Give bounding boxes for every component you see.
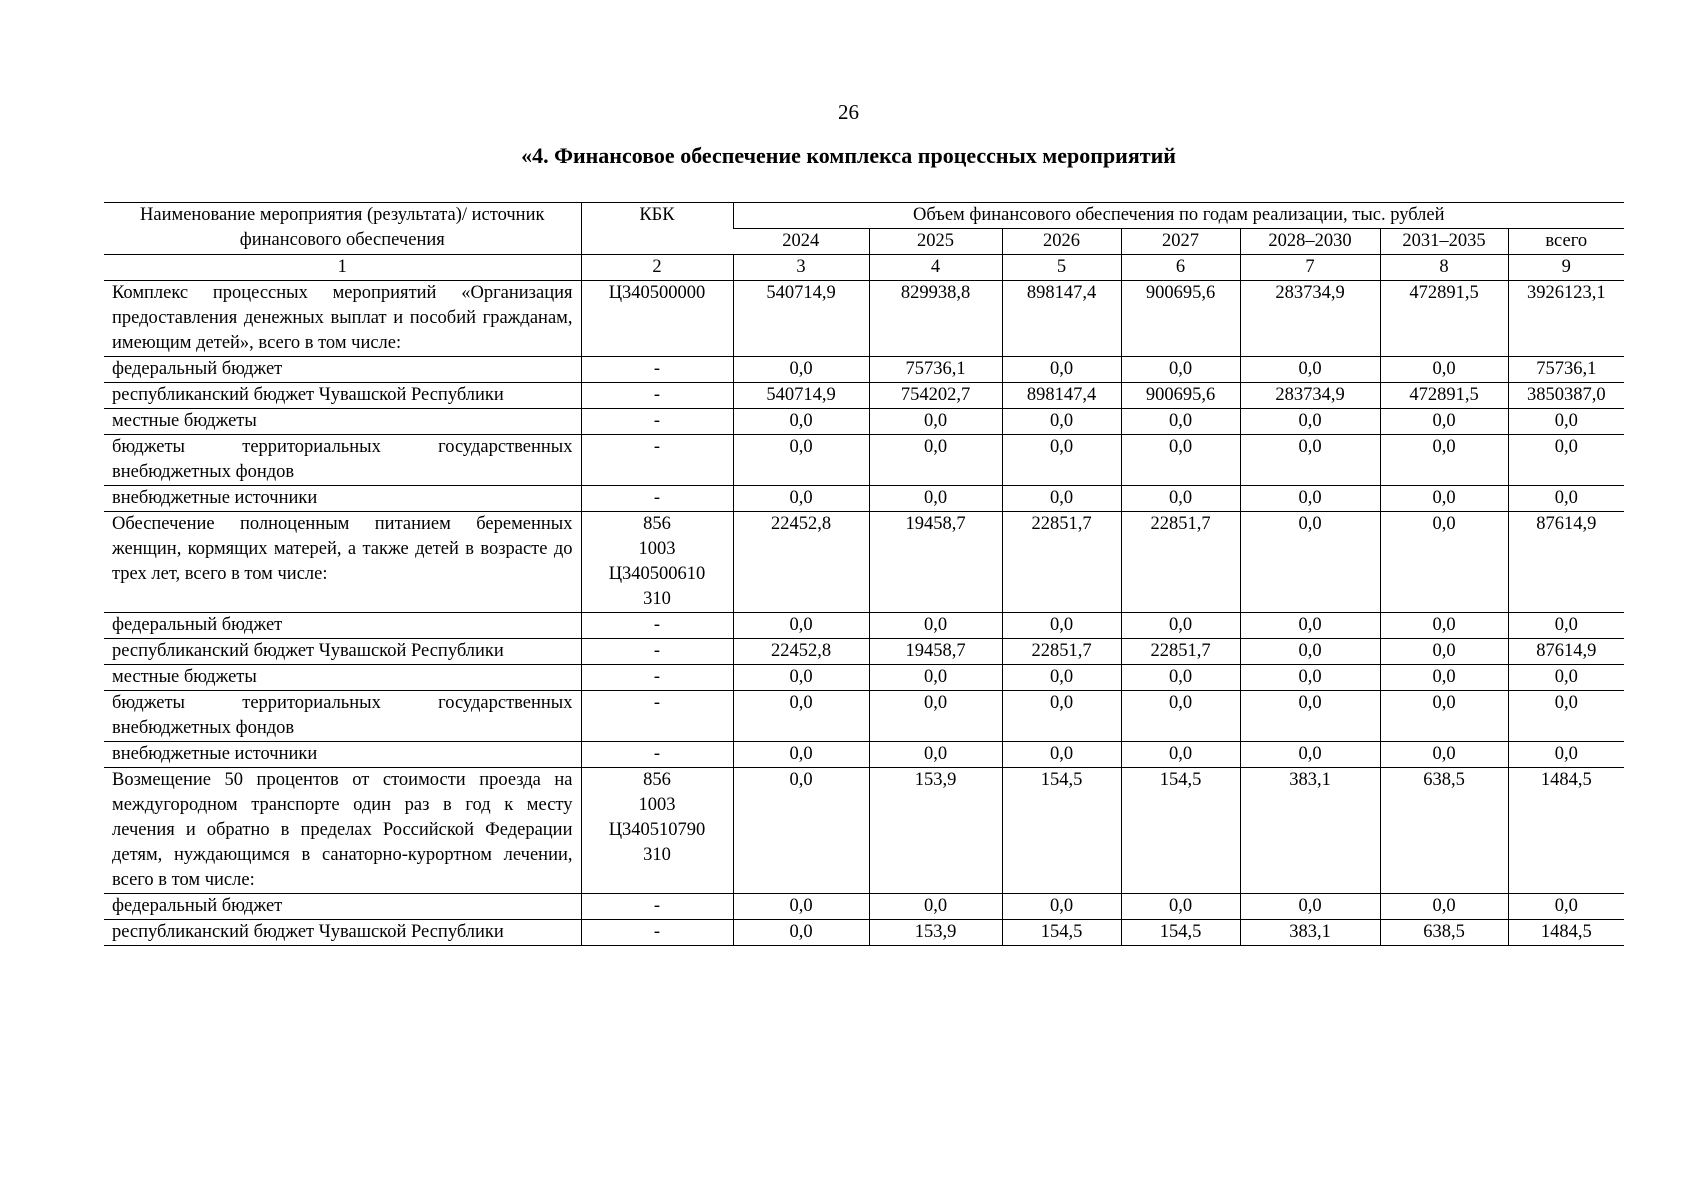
table-row [104,409,1624,435]
kbk-code: - [653,922,661,942]
row-value: 0,0 [733,486,869,512]
row-kbk [581,435,733,486]
row-value: 0,0 [1121,486,1240,512]
row-value: 0,0 [733,742,869,768]
header-year: всего [1508,229,1624,255]
row-value: 0,0 [1121,691,1240,742]
row-value: 0,0 [1121,665,1240,691]
row-name: местные бюджеты [104,665,581,691]
row-value: 0,0 [869,409,1002,435]
column-number: 3 [733,255,869,281]
row-value: 0,0 [1380,665,1508,691]
row-value: 0,0 [1240,613,1380,639]
row-value: 0,0 [733,691,869,742]
table-row [104,357,1624,383]
column-number: 1 [104,255,581,281]
row-value: 0,0 [1121,435,1240,486]
kbk-code: - [653,693,661,713]
row-name: местные бюджеты [104,409,581,435]
row-value: 383,1 [1240,768,1380,894]
row-value: 0,0 [1380,409,1508,435]
row-value: 0,0 [1121,409,1240,435]
row-kbk [581,512,733,613]
header-row [104,203,1624,229]
row-kbk [581,768,733,894]
row-value: 0,0 [1002,613,1121,639]
row-value: 22851,7 [1002,512,1121,613]
row-value: 0,0 [1508,486,1624,512]
row-value: 0,0 [1002,486,1121,512]
row-value: 0,0 [733,435,869,486]
row-value: 0,0 [1380,894,1508,920]
row-kbk [581,742,733,768]
header-name: Наименование мероприятия (результата)/ источник финансового обеспечения [104,203,581,255]
row-value: 0,0 [869,742,1002,768]
row-value: 898147,4 [1002,383,1121,409]
kbk-code: 310 [643,589,671,609]
row-name: бюджеты территориальных государственных внебюджетных фондов [104,435,581,486]
column-numbers-row [104,255,1624,281]
table-row [104,383,1624,409]
row-name: бюджеты территориальных государственных внебюджетных фондов [104,691,581,742]
row-value: 154,5 [1121,920,1240,946]
header-year: 2024 [733,229,869,255]
table-row [104,435,1624,486]
row-value: 3926123,1 [1508,281,1624,357]
table-row [104,920,1624,946]
row-value: 1484,5 [1508,920,1624,946]
row-value: 0,0 [869,665,1002,691]
row-value: 22452,8 [733,639,869,665]
row-value: 87614,9 [1508,639,1624,665]
row-value: 0,0 [733,409,869,435]
header-volume: Объем финансового обеспечения по годам реализации, тыс. рублей [733,203,1624,229]
header-year: 2025 [869,229,1002,255]
row-value: 0,0 [1240,435,1380,486]
row-value: 0,0 [1121,613,1240,639]
row-value: 0,0 [1240,742,1380,768]
row-name: федеральный бюджет [104,613,581,639]
row-value: 3850387,0 [1508,383,1624,409]
kbk-code: 856 [643,770,671,790]
row-kbk [581,920,733,946]
row-value: 283734,9 [1240,383,1380,409]
row-value: 0,0 [1508,894,1624,920]
table-row [104,613,1624,639]
kbk-code: Ц340500610 [608,564,706,584]
column-number: 8 [1380,255,1508,281]
row-value: 0,0 [1121,742,1240,768]
kbk-code: - [653,667,661,687]
table-row [104,742,1624,768]
row-value: 0,0 [869,894,1002,920]
row-value: 22851,7 [1002,639,1121,665]
row-value: 898147,4 [1002,281,1121,357]
row-value: 153,9 [869,768,1002,894]
kbk-code: Ц340510790 [608,820,706,840]
table-row [104,281,1624,357]
kbk-code: - [653,488,661,508]
row-value: 0,0 [1240,357,1380,383]
table-row [104,894,1624,920]
header-year: 2027 [1121,229,1240,255]
header-kbk: КБК [581,203,733,255]
table-row [104,512,1624,613]
row-value: 0,0 [1380,691,1508,742]
page-number: 26 [838,100,859,124]
row-value: 87614,9 [1508,512,1624,613]
row-name: федеральный бюджет [104,357,581,383]
row-kbk [581,409,733,435]
row-value: 0,0 [1002,357,1121,383]
kbk-code: - [653,437,661,457]
row-value: 75736,1 [1508,357,1624,383]
row-value: 638,5 [1380,920,1508,946]
row-value: 472891,5 [1380,281,1508,357]
row-value: 0,0 [1508,435,1624,486]
kbk-code: 1003 [638,795,676,815]
column-number: 2 [581,255,733,281]
row-value: 0,0 [733,768,869,894]
row-value: 0,0 [1380,639,1508,665]
row-value: 383,1 [1240,920,1380,946]
row-name: республиканский бюджет Чувашской Республики [104,639,581,665]
row-value: 0,0 [1508,691,1624,742]
row-value: 0,0 [1380,357,1508,383]
row-value: 0,0 [733,665,869,691]
row-value: 540714,9 [733,383,869,409]
row-value: 22452,8 [733,512,869,613]
row-value: 0,0 [1240,639,1380,665]
row-value: 75736,1 [869,357,1002,383]
row-name: внебюджетные источники [104,486,581,512]
kbk-code: - [653,385,661,405]
row-value: 154,5 [1121,768,1240,894]
row-name: Обеспечение полноценным питанием беременных женщин, кормящих матерей, а также детей в возрасте до трех лет, всего в том числе: [104,512,581,613]
row-value: 0,0 [1380,512,1508,613]
row-value: 22851,7 [1121,512,1240,613]
row-name: внебюджетные источники [104,742,581,768]
row-value: 0,0 [1240,486,1380,512]
kbk-code: Ц340500000 [608,283,706,303]
row-value: 0,0 [1380,613,1508,639]
kbk-code: - [653,411,661,431]
row-value: 0,0 [733,894,869,920]
row-kbk [581,281,733,357]
row-value: 154,5 [1002,920,1121,946]
kbk-code: - [653,359,661,379]
row-value: 22851,7 [1121,639,1240,665]
row-value: 472891,5 [1380,383,1508,409]
kbk-code: - [653,615,661,635]
column-number: 4 [869,255,1002,281]
table-row [104,768,1624,894]
row-value: 0,0 [1002,665,1121,691]
row-name: Возмещение 50 процентов от стоимости проезда на междугородном транспорте один раз в год к месту лечения и обратно в пределах Российской Федерации детям, нуждающимся в санаторно-курортном лечении, всего в том числе: [104,768,581,894]
row-value: 0,0 [1508,665,1624,691]
row-kbk [581,665,733,691]
page-title: «4. Финансовое обеспечение комплекса процессных мероприятий [521,143,1176,168]
header-year: 2031–2035 [1380,229,1508,255]
row-value: 0,0 [1121,357,1240,383]
row-name: федеральный бюджет [104,894,581,920]
row-value: 829938,8 [869,281,1002,357]
row-value: 0,0 [869,613,1002,639]
row-value: 154,5 [1002,768,1121,894]
table-row [104,665,1624,691]
row-kbk [581,894,733,920]
row-kbk [581,613,733,639]
row-value: 0,0 [1508,409,1624,435]
kbk-code: - [653,896,661,916]
row-kbk [581,691,733,742]
row-value: 0,0 [1240,894,1380,920]
row-value: 0,0 [1240,409,1380,435]
row-value: 540714,9 [733,281,869,357]
row-value: 900695,6 [1121,383,1240,409]
table-row [104,486,1624,512]
row-value: 0,0 [1240,665,1380,691]
row-kbk [581,486,733,512]
row-value: 0,0 [1002,894,1121,920]
row-name: республиканский бюджет Чувашской Республики [104,383,581,409]
column-number: 6 [1121,255,1240,281]
header-year: 2028–2030 [1240,229,1380,255]
row-value: 0,0 [733,357,869,383]
header-year: 2026 [1002,229,1121,255]
column-number: 5 [1002,255,1121,281]
row-value: 638,5 [1380,768,1508,894]
kbk-code: - [653,641,661,661]
row-value: 0,0 [1121,894,1240,920]
row-value: 0,0 [1002,409,1121,435]
row-value: 900695,6 [1121,281,1240,357]
row-value: 19458,7 [869,512,1002,613]
row-value: 0,0 [1380,486,1508,512]
row-value: 0,0 [1240,691,1380,742]
row-value: 0,0 [1380,742,1508,768]
row-value: 0,0 [733,613,869,639]
row-value: 0,0 [1002,435,1121,486]
table-row [104,639,1624,665]
row-value: 283734,9 [1240,281,1380,357]
column-number: 7 [1240,255,1380,281]
row-value: 0,0 [1240,512,1380,613]
row-value: 0,0 [1002,691,1121,742]
row-name: республиканский бюджет Чувашской Республики [104,920,581,946]
row-name: Комплекс процессных мероприятий «Организация предоставления денежных выплат и пособий гражданам, имеющим детей», всего в том числе: [104,281,581,357]
row-value: 153,9 [869,920,1002,946]
row-value: 0,0 [1002,742,1121,768]
row-value: 0,0 [869,435,1002,486]
row-kbk [581,383,733,409]
row-value: 1484,5 [1508,768,1624,894]
row-kbk [581,639,733,665]
kbk-code: - [653,744,661,764]
row-value: 0,0 [1508,613,1624,639]
column-number: 9 [1508,255,1624,281]
financing-table [104,202,1624,946]
row-value: 0,0 [869,691,1002,742]
kbk-code: 1003 [638,539,676,559]
row-value: 754202,7 [869,383,1002,409]
kbk-code: 856 [643,514,671,534]
row-value: 0,0 [869,486,1002,512]
row-value: 19458,7 [869,639,1002,665]
row-value: 0,0 [733,920,869,946]
table-row [104,691,1624,742]
row-value: 0,0 [1508,742,1624,768]
row-value: 0,0 [1380,435,1508,486]
row-kbk [581,357,733,383]
kbk-code: 310 [643,845,671,865]
